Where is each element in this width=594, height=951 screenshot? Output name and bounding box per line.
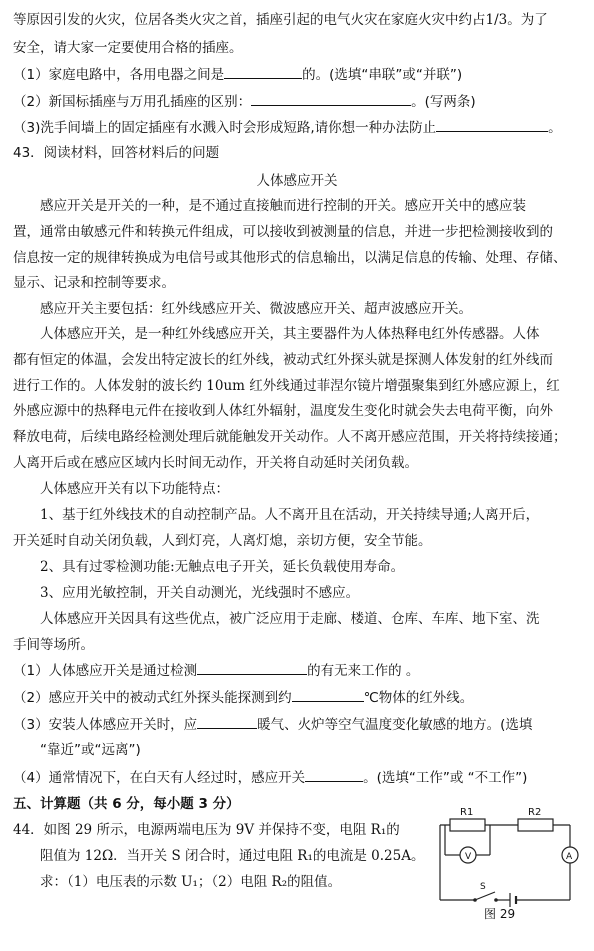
label-ammeter: A <box>566 852 573 862</box>
feature-1-line-1: 1、基于红外线技术的自动控制产品。人不离开且在活动，开关持续导通;人离开后， <box>40 507 540 523</box>
answer-blank[interactable] <box>197 660 307 675</box>
answer-blank[interactable] <box>305 767 363 782</box>
answer-blank[interactable] <box>197 714 257 729</box>
features-heading: 人体感应开关有以下功能特点： <box>40 481 229 497</box>
circuit-diagram <box>430 805 580 915</box>
label-voltmeter: V <box>465 852 472 862</box>
q43-sub3: （3）安装人体感应开关时，应 暖气、火炉等空气温度变化敏感的地方。(选填 <box>13 714 584 735</box>
para4-line-1: 人体感应开关因具有这些优点，被广泛应用于走廊、楼道、仓库、车库、地下室、洗 <box>40 611 540 627</box>
switch <box>475 892 495 900</box>
para3-line-1: 人体感应开关，是一种红外线感应开关，其主要器件为人体热释电红外传感器。人体 <box>40 326 540 342</box>
q44-line-3: 求：（1）电压表的示数 U₁；（2）电阻 R₂的阻值。 <box>40 874 342 890</box>
q43-sub2: （2）感应开关中的被动式红外探头能探测到约 ℃物体的红外线。 <box>13 687 584 708</box>
article-title: 人体感应开关 <box>256 173 338 189</box>
para4-line-2: 手间等场所。 <box>13 637 94 653</box>
para3-line-5: 释放电荷，后续电路经检测处理后就能触发开关动作。人不离开感应范围，开关将持续接通； <box>13 429 567 445</box>
q42-part3: （3)洗手间墙上的固定插座有水溅入时会形成短路,请你想一种办法防止 。 <box>13 117 584 138</box>
feature-2: 2、具有过零检测功能:无触点电子开关，延长负载使用寿命。 <box>40 559 405 575</box>
q42-part2: （2）新国标插座与万用孔插座的区别： 。(写两条) <box>13 91 584 112</box>
para2: 感应开关主要包括：红外线感应开关、微波感应开关、超声波感应开关。 <box>40 301 472 317</box>
answer-blank[interactable] <box>251 91 411 106</box>
intro-line-2: 安全，请大家一定要使用合格的插座。 <box>13 40 243 56</box>
q43-sub3-options: “靠近”或“远离”) <box>40 742 141 758</box>
feature-1-line-2: 开关延时自动关闭负载，人到灯亮，人离灯熄，亲切方便，安全节能。 <box>13 533 432 549</box>
answer-blank[interactable] <box>436 117 548 132</box>
q43-heading: 43．阅读材料，回答材料后的问题 <box>13 145 220 161</box>
q43-sub4: （4）通常情况下，在白天有人经过时，感应开关 。(选填“工作”或 “不工作”) <box>13 767 584 788</box>
resistor-r1 <box>450 819 485 831</box>
q42-part1: （1）家庭电路中，各用电器之间是 的。(选填“串联”或“并联”) <box>13 64 584 85</box>
para1-line-2: 置，通常由敏感元件和转换元件组成，可以接收到被测量的信息，并进一步把检测接收到的 <box>13 224 553 240</box>
label-r1: R1 <box>460 807 474 818</box>
label-switch: S <box>480 882 486 892</box>
para1-line-4: 显示、记录和控制等要求。 <box>13 275 175 291</box>
para3-line-4: 外感应源中的热释电元件在接收到人体红外辐射，温度发生变化时就会失去电荷平衡，向外 <box>13 403 553 419</box>
answer-blank[interactable] <box>292 687 364 702</box>
q43-sub1: （1）人体感应开关是通过检测 的有无来工作的 。 <box>13 660 584 681</box>
section-5-title: 五、计算题（共 6 分，每小题 3 分） <box>13 796 240 812</box>
q44-line-1: 44．如图 29 所示，电源两端电压为 9V 并保持不变，电阻 R₁的 <box>13 822 400 838</box>
para1-line-1: 感应开关是开关的一种，是不通过直接触而进行控制的开关。感应开关中的感应装 <box>40 198 526 214</box>
feature-3: 3、应用光敏控制，开关自动测光，光线强时不感应。 <box>40 585 360 601</box>
label-r2: R2 <box>528 807 542 818</box>
resistor-r2 <box>518 819 553 831</box>
para3-line-6: 人离开后或在感应区域内长时间无动作，开关将自动延时关闭负载。 <box>13 455 418 471</box>
answer-blank[interactable] <box>224 64 302 79</box>
figure-caption: 图 29 <box>484 907 516 921</box>
intro-line-1: 等原因引发的火灾，位居各类火灾之首，插座引起的电气火灾在家庭火灾中约占1/3。为了 <box>13 12 548 28</box>
para3-line-3: 进行工作的。人体发射的波长约 10um 红外线通过菲涅尔镜片增强聚集到红外感应源上，红 <box>13 378 560 394</box>
para1-line-3: 信息按一定的规律转换成为电信号或其他形式的信息输出，以满足信息的传输、处理、存储、 <box>13 250 567 266</box>
para3-line-2: 都有恒定的体温，会发出特定波长的红外线，被动式红外探头就是探测人体发射的红外线而 <box>13 352 553 368</box>
q44-line-2: 阻值为 12Ω．当开关 S 闭合时，通过电阻 R₁的电流是 0.25A。 <box>40 848 425 864</box>
